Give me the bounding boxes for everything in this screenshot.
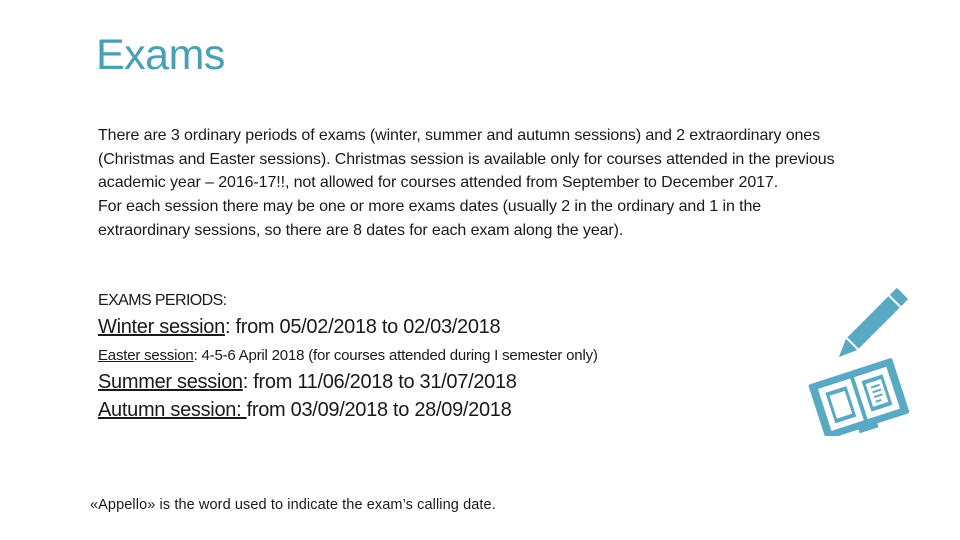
book-pencil-icon — [808, 286, 912, 436]
session-name: Winter session — [98, 316, 225, 338]
session-autumn — [98, 399, 511, 422]
intro-text — [98, 124, 838, 243]
intro-paragraph: There are 3 ordinary periods of exams (winter, summer and autumn sessions) and 2 extraordinary ones (Christmas and Easter sessions). Christmas session is available only for courses attended in the previous academic year – 2016-17!!, not allowed for courses attended from September to December 2017. — [98, 127, 835, 192]
session-details: : 4-5-6 April 2018 (for courses attended during I semester only) — [193, 347, 598, 364]
session-name: Easter session — [98, 347, 194, 364]
session-easter — [98, 347, 598, 364]
footnote: «Appello» is the word used to indicate the exam’s calling date. — [90, 497, 496, 513]
periods-heading: EXAMS PERIODS: — [98, 292, 227, 309]
intro-paragraph: For each session there may be one or more exams dates (usually 2 in the ordinary and 1 in the extraordinary sessions, so there are 8 dates for each exam along the year). — [98, 198, 762, 239]
session-details: from 03/09/2018 to 28/09/2018 — [246, 399, 512, 421]
session-summer — [98, 371, 517, 394]
session-name: Autumn session: — [98, 399, 247, 421]
session-details: : from 11/06/2018 to 31/07/2018 — [242, 371, 517, 393]
session-winter — [98, 316, 500, 339]
session-details: : from 05/02/2018 to 02/03/2018 — [224, 316, 501, 338]
session-name: Summer session — [98, 371, 243, 393]
page-title: Exams — [96, 31, 225, 79]
